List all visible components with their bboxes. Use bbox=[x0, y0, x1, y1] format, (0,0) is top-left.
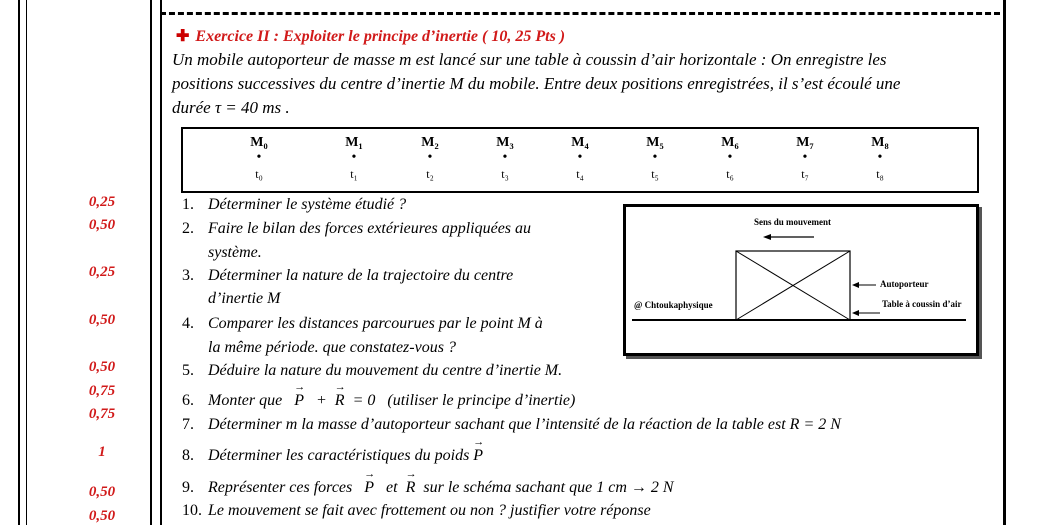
intro-line-1: Un mobile autoporteur de masse m est lancé sur une table à coussin d’air horizontale : On enregistre les bbox=[172, 50, 887, 69]
score-q10: 0,50 bbox=[88, 508, 116, 524]
score-q6: 0,75 bbox=[88, 383, 116, 399]
question-9: 9. Représenter ces forces → P et → R sur le schéma sachant que 1 cm → 2 N bbox=[182, 479, 674, 497]
bullet-icon: ✚ bbox=[176, 28, 190, 45]
table-pointer-head bbox=[852, 310, 859, 316]
score-q1: 0,25 bbox=[88, 194, 116, 210]
question-2: 2. Faire le bilan des forces extérieures appliquées au bbox=[182, 220, 532, 237]
position-col: M₆ • t₆ bbox=[721, 135, 739, 181]
autoporteur-pointer-head bbox=[852, 282, 859, 288]
question-5: 5. Déduire la nature du mouvement du centre d’inertie M. bbox=[182, 362, 563, 379]
position-col: M₀ • t₀ bbox=[250, 135, 268, 181]
question-8: 8. Déterminer les caractéristiques du poids → P bbox=[182, 447, 483, 465]
question-7: 7. Déterminer m la masse d’autoporteur sachant que l’intensité de la réaction de la table est R = 2 N bbox=[182, 416, 841, 433]
position-col: M₂ • t₂ bbox=[421, 135, 439, 181]
margin-right-rule bbox=[160, 0, 162, 525]
question-3: 3. Déterminer la nature de la trajectoire du centre bbox=[182, 267, 514, 284]
score-q3: 0,25 bbox=[88, 264, 116, 280]
intro-line-3: durée τ = 40 ms . bbox=[172, 98, 290, 117]
score-q8: 1 bbox=[98, 444, 106, 460]
page-right-border bbox=[1003, 0, 1006, 525]
question-2-cont: système. bbox=[208, 244, 262, 261]
position-col: M₈ • t₈ bbox=[871, 135, 889, 181]
position-col: M₇ • t₇ bbox=[796, 135, 814, 181]
autoporteur-label: Autoporteur bbox=[880, 279, 929, 289]
question-6: 6. Monter que → P + → R = 0 (utiliser le principe d’inertie) bbox=[182, 392, 575, 410]
diagram-drawing bbox=[626, 207, 970, 347]
page-left-border-outer bbox=[18, 0, 20, 525]
table-label: Table à coussin d’air bbox=[882, 299, 962, 309]
score-q7: 0,75 bbox=[88, 406, 116, 422]
position-col: M₁ • t₁ bbox=[345, 135, 363, 181]
positions-recording bbox=[181, 127, 979, 193]
position-col: M₅ • t₅ bbox=[646, 135, 664, 181]
exercise-title: ✚ Exercice II : Exploiter le principe d’inertie ( 10, 25 Pts ) bbox=[176, 28, 566, 45]
question-10: 10. Le mouvement se fait avec frottement ou non ? justifier votre réponse bbox=[182, 502, 651, 519]
direction-arrow-head bbox=[763, 234, 771, 240]
question-1: 1. Déterminer le système étudié ? bbox=[182, 196, 407, 213]
intro-line-2: positions successives du centre d’inertie M du mobile. Entre deux positions enregistrées, il s’est écoulé une bbox=[172, 74, 901, 93]
score-q5: 0,50 bbox=[88, 359, 116, 375]
score-q2: 0,50 bbox=[88, 217, 116, 233]
position-col: M₃ • t₃ bbox=[496, 135, 514, 181]
page-left-border-inner bbox=[26, 0, 27, 525]
question-3-cont: d’inertie M bbox=[208, 290, 281, 307]
position-col: M₄ • t₄ bbox=[571, 135, 589, 181]
question-4-cont: la même période. que constatez-vous ? bbox=[208, 339, 456, 356]
top-dashed-separator bbox=[160, 12, 1000, 15]
direction-label: Sens du mouvement bbox=[754, 217, 832, 227]
score-q4: 0,50 bbox=[88, 312, 116, 328]
question-4: 4. Comparer les distances parcourues par le point M à bbox=[182, 315, 543, 332]
margin-left-rule bbox=[150, 0, 152, 525]
score-q9: 0,50 bbox=[88, 484, 116, 500]
watermark-label: @ Chtoukaphysique bbox=[634, 300, 713, 310]
air-table-diagram bbox=[623, 204, 979, 356]
